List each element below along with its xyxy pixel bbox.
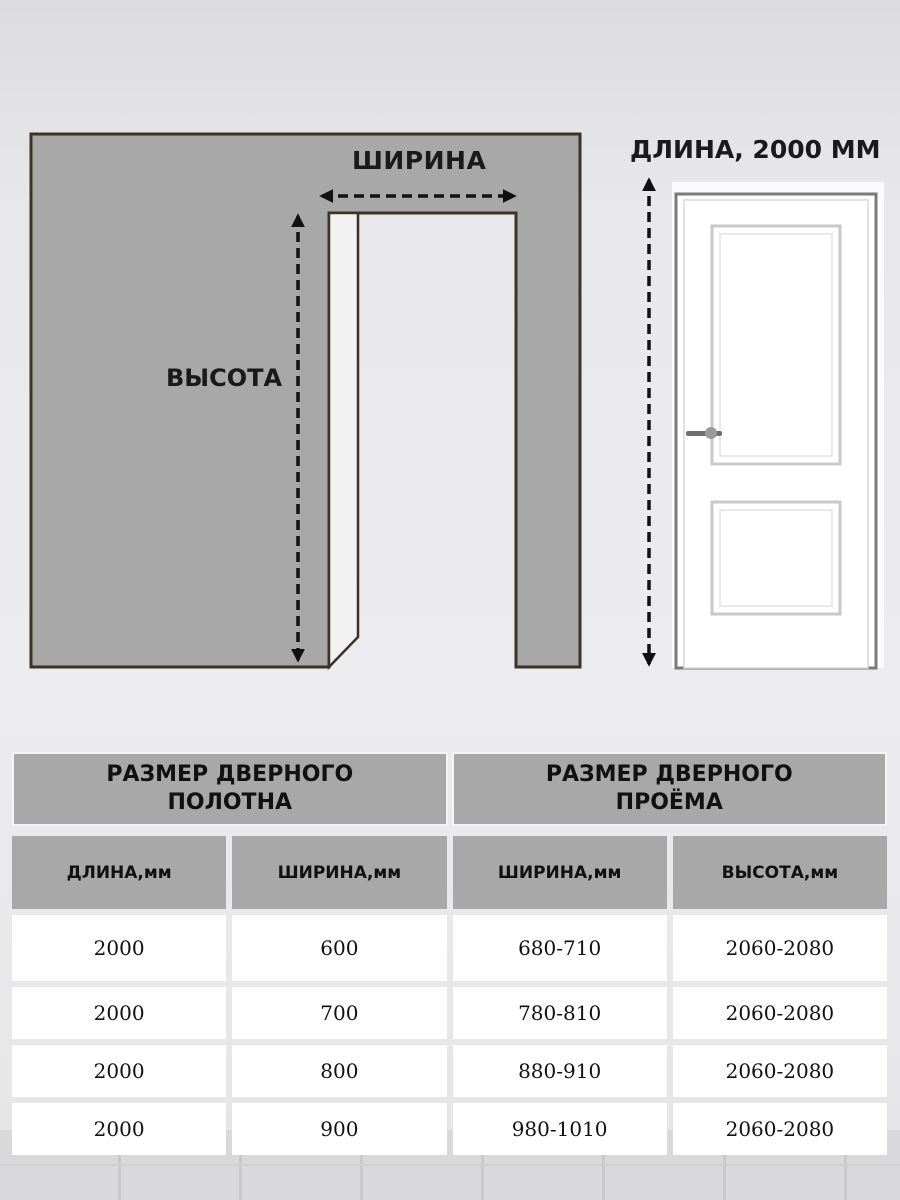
column-header-opening-height: ВЫСОТА,мм — [673, 836, 887, 909]
column-header-leaf-length: ДЛИНА,мм — [12, 836, 226, 909]
group-door-opening-size: РАЗМЕР ДВЕРНОГО ПРОЁМА — [452, 752, 888, 826]
column-header-opening-width: ШИРИНА,мм — [453, 836, 667, 909]
table-cell: 700 — [232, 987, 446, 1039]
wall-opening-shape — [31, 134, 580, 667]
door-jamb — [329, 213, 358, 667]
table-cell: 600 — [232, 915, 446, 981]
table-cell: 2060-2080 — [673, 1045, 887, 1097]
size-table — [12, 752, 887, 1155]
table-cell: 780-810 — [453, 987, 667, 1039]
table-cell: 800 — [232, 1045, 446, 1097]
table-column-header — [12, 836, 887, 909]
table-cell: 900 — [232, 1103, 446, 1155]
table-row — [12, 1103, 887, 1155]
table-cell: 2000 — [12, 1045, 226, 1097]
group-door-leaf-size: РАЗМЕР ДВЕРНОГО ПОЛОТНА — [12, 752, 448, 826]
column-header-leaf-width: ШИРИНА,мм — [232, 836, 446, 909]
table-cell: 2060-2080 — [673, 987, 887, 1039]
table-cell: 680-710 — [453, 915, 667, 981]
table-cell: 880-910 — [453, 1045, 667, 1097]
width-label: ШИРИНА — [352, 146, 487, 175]
table-cell: 2000 — [12, 1103, 226, 1155]
table-row — [12, 915, 887, 981]
table-cell: 2000 — [12, 987, 226, 1039]
table-group-header — [12, 752, 887, 826]
table-cell: 2060-2080 — [673, 1103, 887, 1155]
table-cell: 2000 — [12, 915, 226, 981]
table-cell: 2060-2080 — [673, 915, 887, 981]
height-label: ВЫСОТА — [166, 364, 283, 392]
table-row — [12, 1045, 887, 1097]
door-illustration — [672, 182, 884, 668]
table-cell: 980-1010 — [453, 1103, 667, 1155]
table-row — [12, 987, 887, 1039]
length-label: ДЛИНА, 2000 ММ — [630, 135, 881, 164]
